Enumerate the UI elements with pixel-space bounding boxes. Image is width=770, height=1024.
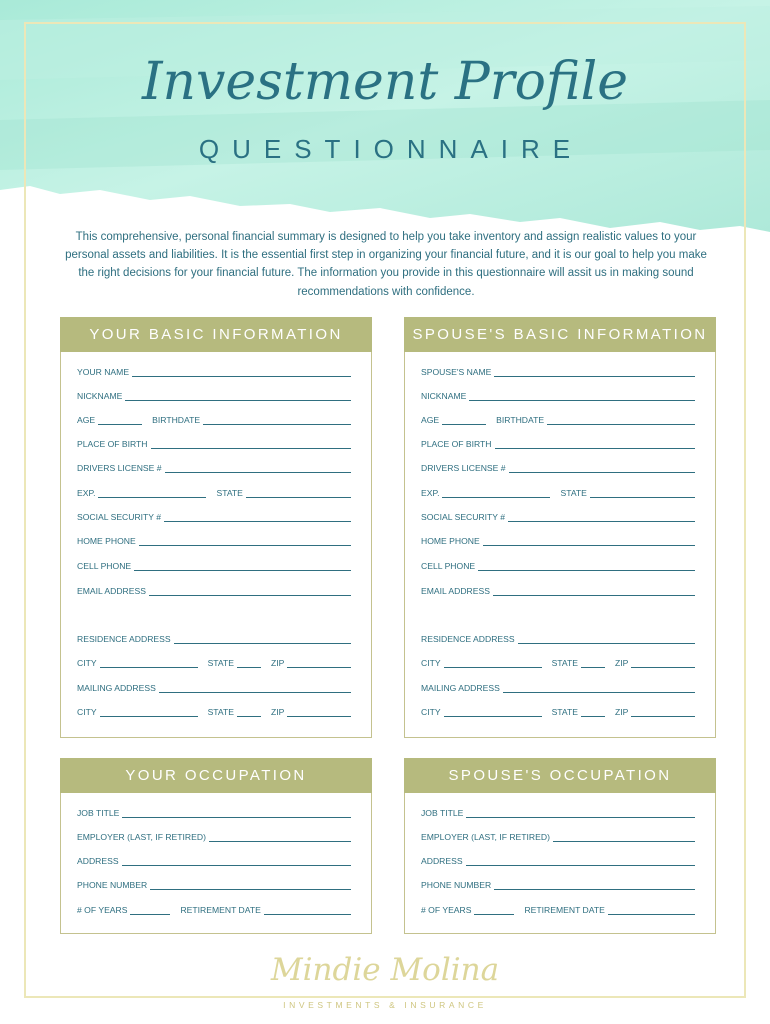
blank-line[interactable] [474,904,514,915]
blank-line[interactable] [503,682,695,693]
field-label: CITY [421,707,441,717]
blank-line[interactable] [442,487,550,498]
field-job-title[interactable] [77,804,351,818]
field-home-phone[interactable] [421,532,695,546]
field-city-state-zip[interactable] [421,654,695,668]
field-label: RETIREMENT DATE [524,905,605,915]
field-label: SPOUSE'S NAME [421,367,492,377]
title-questionnaire: QUESTIONNAIRE [198,134,584,164]
field-label: EMPLOYER (LAST, IF RETIRED) [77,832,206,842]
field-label: DRIVERS LICENSE # [421,463,506,473]
field-social-security[interactable] [77,508,351,522]
field-label: CITY [421,658,441,668]
field-label: ADDRESS [77,856,119,866]
panel-heading: SPOUSE'S BASIC INFORMATION [404,317,716,352]
field-label: AGE [77,415,96,425]
panel-heading: SPOUSE'S OCCUPATION [404,758,716,793]
field-spouse-name[interactable] [421,363,695,377]
field-label: CITY [77,707,97,717]
field-years-retirement[interactable] [421,901,695,915]
field-job-title[interactable] [421,804,695,818]
field-years-retirement[interactable] [77,901,351,915]
field-employer[interactable] [421,828,695,842]
field-age-birthdate[interactable] [421,411,695,425]
field-exp-state[interactable] [77,484,351,498]
blank-line[interactable] [494,366,695,377]
blank-line[interactable] [469,390,695,401]
blank-line[interactable] [130,904,170,915]
field-label: STATE [560,488,587,498]
blank-line[interactable] [209,831,351,842]
blank-line[interactable] [237,706,261,717]
blank-line[interactable] [631,657,695,668]
field-label: EMPLOYER (LAST, IF RETIRED) [421,832,550,842]
field-label: RETIREMENT DATE [180,905,261,915]
blank-line[interactable] [122,855,351,866]
blank-line[interactable] [581,657,605,668]
field-label: BIRTHDATE [496,415,545,425]
panel-your-occupation [60,758,372,934]
blank-line[interactable] [125,390,351,401]
field-nickname[interactable] [77,387,351,401]
field-label: # OF YEARS [77,905,128,915]
logo-tagline: INVESTMENTS & INSURANCE [283,1000,487,1010]
blank-line[interactable] [518,633,695,644]
field-label: PHONE NUMBER [77,880,148,890]
field-label: AGE [421,415,440,425]
blank-line[interactable] [203,414,351,425]
field-label: PLACE OF BIRTH [421,439,492,449]
field-label: NICKNAME [421,391,467,401]
field-label: HOME PHONE [421,536,480,546]
blank-line[interactable] [287,706,351,717]
field-label: ZIP [615,658,629,668]
intro-paragraph: This comprehensive, personal financial summary is designed to help you take inventory and assign realistic values to your personal assets and liabilities. It is the essential first step in organizing your financial future, and it is our goal to help you make the right decisions for your financial future. The information you provide in this questionnaire will assit us in making sound recommendations with confidence. [65,231,707,298]
field-drivers-license[interactable] [77,459,351,473]
field-label: DRIVERS LICENSE # [77,463,162,473]
field-social-security[interactable] [421,508,695,522]
field-mailing[interactable] [421,679,695,693]
blank-line[interactable] [608,904,695,915]
blank-line[interactable] [442,414,486,425]
blank-line[interactable] [581,706,605,717]
field-label: SOCIAL SECURITY # [77,512,162,522]
field-address[interactable] [421,852,695,866]
blank-line[interactable] [134,560,351,571]
field-residence[interactable] [77,630,351,644]
blank-line[interactable] [478,560,695,571]
blank-line[interactable] [264,904,351,915]
blank-line[interactable] [164,511,351,522]
blank-line[interactable] [444,657,542,668]
field-label: STATE [551,658,578,668]
field-residence[interactable] [421,630,695,644]
logo-divider [286,996,484,997]
blank-line[interactable] [98,487,206,498]
field-drivers-license[interactable] [421,459,695,473]
field-cell-phone[interactable] [77,557,351,571]
field-city-state-zip-mailing[interactable] [77,703,351,717]
field-phone-number[interactable] [421,876,695,890]
blank-line[interactable] [590,487,695,498]
blank-line[interactable] [149,585,351,596]
field-label: NICKNAME [77,391,123,401]
field-label: CITY [77,658,97,668]
blank-line[interactable] [508,511,695,522]
panel-spouse-occupation [404,758,716,934]
blank-line[interactable] [466,855,695,866]
field-label: PLACE OF BIRTH [77,439,148,449]
panel-heading: YOUR OCCUPATION [60,758,372,793]
blank-line[interactable] [100,706,198,717]
field-label: CELL PHONE [421,561,476,571]
field-label: STATE [551,707,578,717]
field-mailing[interactable] [77,679,351,693]
blank-line[interactable] [483,535,695,546]
blank-line[interactable] [139,535,351,546]
field-label: STATE [216,488,243,498]
panel-heading: YOUR BASIC INFORMATION [60,317,372,352]
blank-line[interactable] [151,438,351,449]
field-label: PHONE NUMBER [421,880,492,890]
field-label: JOB TITLE [77,808,120,818]
field-label: EXP. [77,488,96,498]
blank-line[interactable] [150,879,351,890]
field-place-of-birth[interactable] [421,435,695,449]
blank-line[interactable] [493,585,695,596]
field-city-state-zip-mailing[interactable] [421,703,695,717]
blank-line[interactable] [98,414,142,425]
blank-line[interactable] [132,366,351,377]
field-label: RESIDENCE ADDRESS [77,634,171,644]
field-label: ZIP [615,707,629,717]
field-label: EXP. [421,488,440,498]
logo-script: Mindie Molina [270,952,500,988]
blank-line[interactable] [631,706,695,717]
blank-line[interactable] [494,879,695,890]
field-home-phone[interactable] [77,532,351,546]
blank-line[interactable] [246,487,351,498]
blank-line[interactable] [122,807,351,818]
field-email[interactable] [77,582,351,596]
field-label: HOME PHONE [77,536,136,546]
field-label: SOCIAL SECURITY # [421,512,506,522]
field-age-birthdate[interactable] [77,411,351,425]
panel-spouse-basic-info [404,317,716,738]
blank-line[interactable] [509,462,695,473]
field-label: EMAIL ADDRESS [421,586,490,596]
blank-line[interactable] [165,462,351,473]
field-label: MAILING ADDRESS [421,683,500,693]
field-email[interactable] [421,582,695,596]
field-label: ZIP [271,707,285,717]
field-label: BIRTHDATE [152,415,201,425]
field-label: YOUR NAME [77,367,130,377]
field-nickname[interactable] [421,387,695,401]
blank-line[interactable] [237,657,261,668]
field-exp-state[interactable] [421,484,695,498]
field-your-name[interactable] [77,363,351,377]
blank-line[interactable] [444,706,542,717]
field-label: ADDRESS [421,856,463,866]
field-label: CELL PHONE [77,561,132,571]
blank-line[interactable] [466,807,695,818]
blank-line[interactable] [159,682,351,693]
field-label: STATE [207,707,234,717]
title-script: Investment Profile [141,52,628,112]
field-cell-phone[interactable] [421,557,695,571]
field-label: EMAIL ADDRESS [77,586,146,596]
field-label: RESIDENCE ADDRESS [421,634,515,644]
field-phone-number[interactable] [77,876,351,890]
blank-line[interactable] [174,633,351,644]
field-address[interactable] [77,852,351,866]
blank-line[interactable] [100,657,198,668]
field-label: ZIP [271,658,285,668]
field-employer[interactable] [77,828,351,842]
blank-line[interactable] [287,657,351,668]
field-label: JOB TITLE [421,808,464,818]
panel-your-basic-info [60,317,372,738]
blank-line[interactable] [547,414,695,425]
blank-line[interactable] [553,831,695,842]
field-label: STATE [207,658,234,668]
field-city-state-zip[interactable] [77,654,351,668]
field-label: MAILING ADDRESS [77,683,156,693]
blank-line[interactable] [495,438,695,449]
field-place-of-birth[interactable] [77,435,351,449]
field-label: # OF YEARS [421,905,472,915]
